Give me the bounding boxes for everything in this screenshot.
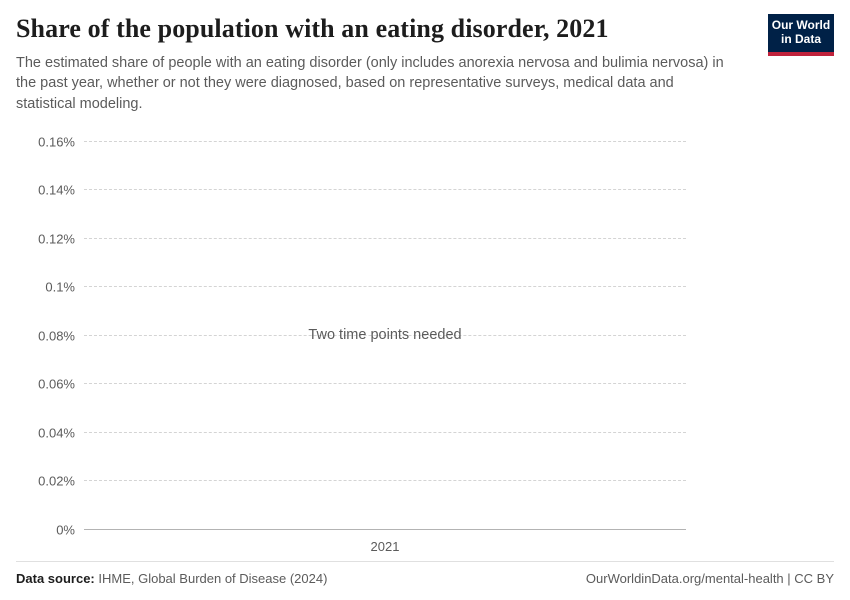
y-axis-tick-label: 0.02%: [38, 473, 75, 489]
logo-line-2: in Data: [780, 32, 821, 46]
gridline: [38, 182, 686, 198]
gridline: [38, 231, 686, 247]
data-source-value: IHME, Global Burden of Disease (2024): [98, 571, 328, 586]
y-axis-tick-label: 0%: [56, 522, 75, 538]
page-title: Share of the population with an eating disorder, 2021: [16, 14, 609, 43]
gridline: [45, 279, 686, 295]
chart-footer: [16, 561, 834, 586]
plot-region: 0% 0.02% 0.04% 0.06% 0.08% 0.1% 0.12% 0.14% 0.16% 2021 Two time points needed: [84, 141, 686, 529]
our-world-in-data-logo[interactable]: [768, 14, 834, 56]
y-axis-tick-label: 0.16%: [38, 134, 75, 150]
chart-header: [16, 14, 834, 115]
y-axis-tick-label: 0.14%: [38, 182, 75, 198]
x-axis-line: [56, 522, 686, 538]
chart-subtitle: The estimated share of people with an eating disorder (only includes anorexia nervosa and bulimia nervosa) in the past year, whether or not they were diagnosed, based on representative surveys, medical data and statistical modeling.: [16, 54, 724, 113]
y-axis-tick-label: 0.12%: [38, 231, 75, 247]
gridline: [38, 425, 686, 441]
chart-area: [16, 131, 834, 571]
gridline: [38, 376, 686, 392]
y-axis-tick-label: 0.08%: [38, 328, 75, 344]
attribution-link[interactable]: OurWorldinData.org/mental-health | CC BY: [585, 571, 834, 586]
gridline: [38, 473, 686, 489]
data-source: [16, 571, 327, 586]
y-axis-tick-label: 0.04%: [38, 425, 75, 441]
gridline: [38, 134, 686, 150]
y-axis-tick-label: 0.1%: [45, 279, 75, 295]
chart-empty-message: Two time points needed: [308, 326, 462, 343]
y-axis-tick-label: 0.06%: [38, 376, 75, 392]
data-source-label: Data source:: [16, 571, 95, 586]
logo-line-1: Our World: [771, 18, 831, 33]
